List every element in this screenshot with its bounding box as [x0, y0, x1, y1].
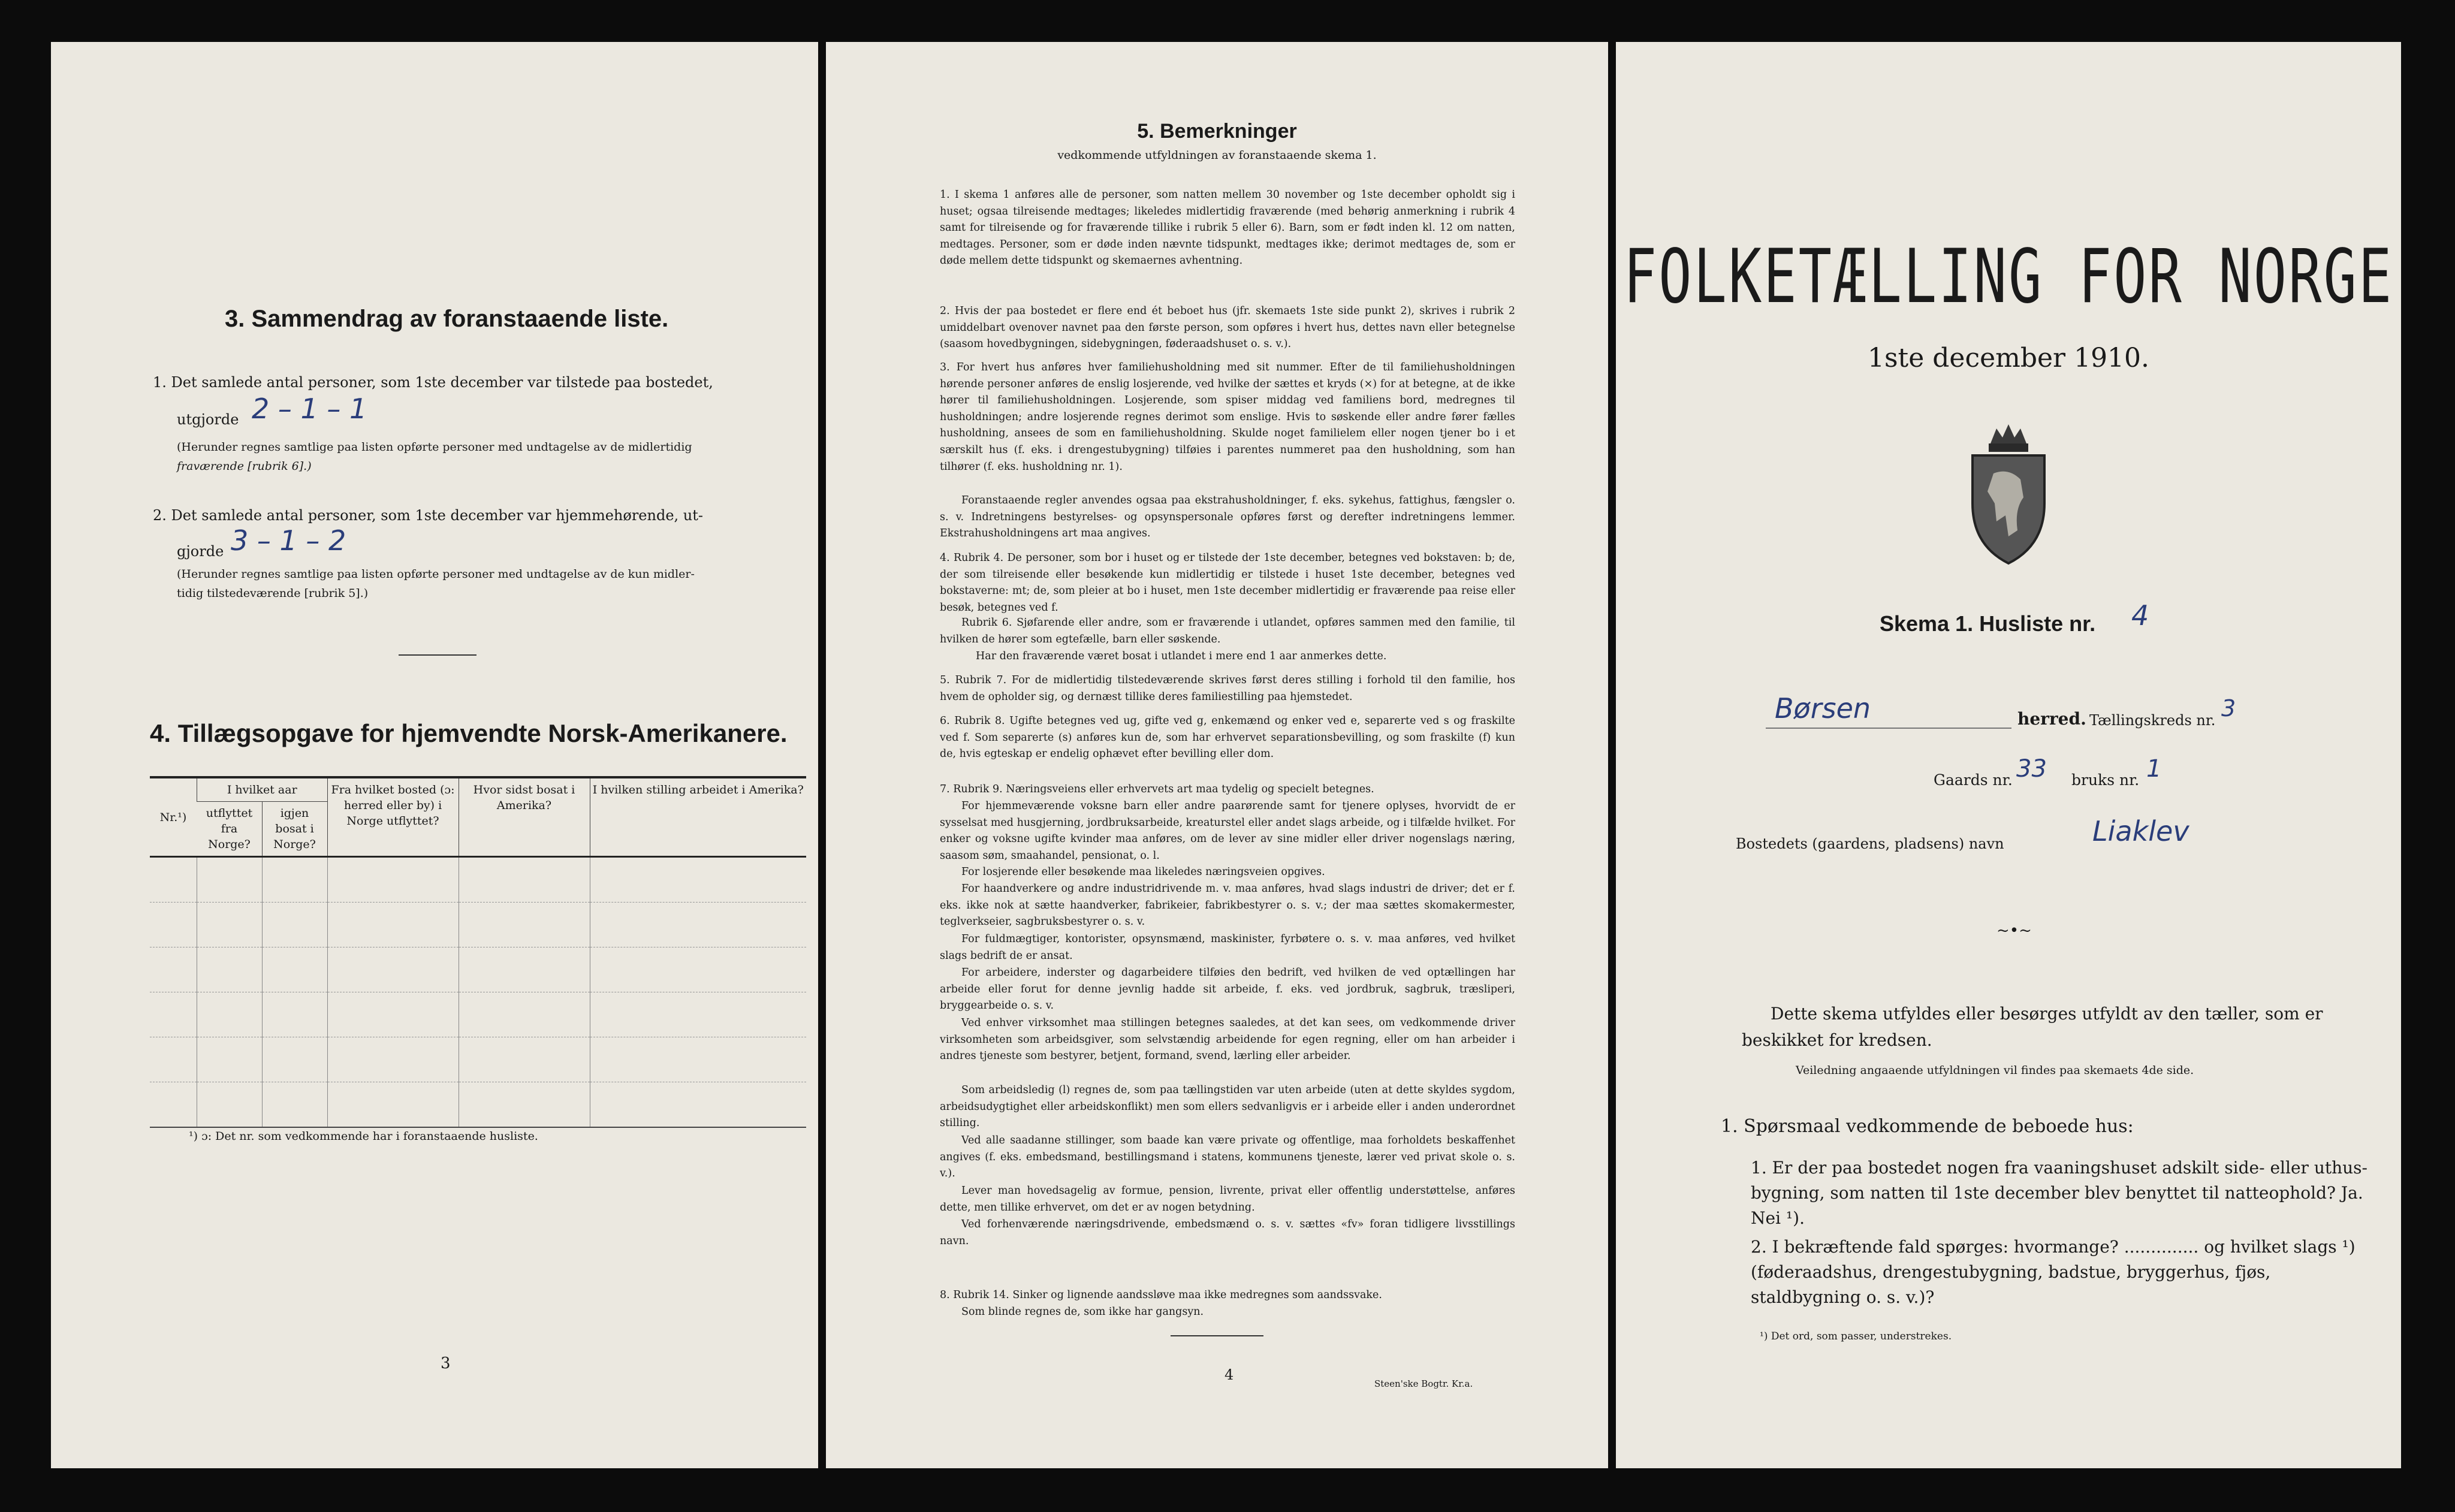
s3-item-2-note: (Herunder regnes samtlige paa listen opførte personer med undtagelse av de kun midler-: [177, 568, 695, 581]
remark-7: 7. Rubrik 9. Næringsveiens eller erhvervets art maa tydelig og specielt betegnes.: [940, 783, 1374, 795]
page-number-left: 3: [441, 1354, 451, 1372]
remark-1: 1. I skema 1 anføres alle de personer, som natten mellem 30 november og 1ste december opholdt sig i huset; ogsaa tilreisende medtages; likeledes midlertidig fraværende (med behørig anmerkning i rubrik 4 samt for tilreisende og for fraværende tillike i rubrik 5 eller 6). Barn, som er født inden kl. 12 om natten, medtages. Personer, som er døde inden nævnte tidspunkt, medtages ikke; derimot medtages de, som er døde mellem dette tidspunkt og skemaernes avhentning.: [940, 189, 1515, 267]
gaards-label: Gaards nr.: [1934, 771, 2013, 789]
remark-3b: Foranstaaende regler anvendes ogsaa paa ekstrahusholdninger, f. eks. sykehus, fattighus, fængsler o. s. v. Indretningens bestyrelses- og opsynspersonale opføres først og derefter indretningens lemmer. Ekstrahusholdningens art maa angives.: [940, 494, 1515, 540]
remark-2: 2. Hvis der paa bostedet er flere end ét beboet hus (jfr. skemaets 1ste side punkt 2), skrives i rubrik 2 umiddelbart ovenover navnet paa den første person, som opføres i hvert hus, dettes navn eller betegnelse (saasom hovedbygningen, sidebygningen, føderaadshuset o. s. v.).: [940, 305, 1515, 351]
col-returned: igjen bosat i Norge?: [262, 802, 327, 857]
s3-item-2-handwritten: 3 – 1 – 2: [231, 524, 346, 557]
col-group-year: I hvilket aar: [197, 777, 328, 802]
remark-7a: For hjemmeværende voksne barn eller andre paarørende samt for tjenere oplyses, hvorvidt de er sysselsat med husgjerning, jordbruksarbeide, kreaturstel eller andet slags arbeide, og i tilfælde hvilket. For enker og voksne ugifte kvinder maa anføres, om de lever av sine midler eller driver nogenslags næring, saasom søm, smaahandel, pensionat, o. l.: [940, 800, 1515, 862]
col-from: Fra hvilket bosted (ɔ: herred eller by) i Norge utflyttet?: [327, 777, 459, 857]
divider: [399, 654, 476, 656]
section-3-title: 3. Sammendrag av foranstaaende liste.: [225, 306, 669, 332]
bruks-handwritten: 1: [2146, 755, 2162, 783]
right-footnote: ¹) Det ord, som passer, understrekes.: [1760, 1330, 1952, 1342]
s3-item-1-label: utgjorde: [177, 411, 239, 428]
remark-7c: For haandverkere og andre industridrivende m. v. maa anføres, hvad slags industri de driver; det er f. eks. ikke nok at sætte haandverker, fabrikeier, fabrikbestyrer o. s. v.; der maa sættes skomakermester, teglverkseier, sagbruksbestyrer o. s. v.: [940, 883, 1515, 928]
remark-7i: Lever man hovedsagelig av formue, pension, livrente, privat eller offentlig understøttelse, anføres dette, men tillike erhvervet, om det er av nogen betydning.: [940, 1185, 1515, 1214]
table-row: [150, 947, 806, 992]
dotted-line: [1766, 728, 2011, 729]
kreds-label: Tællingskreds nr.: [2089, 712, 2216, 729]
remark-4c: Har den fraværende været bosat i utlandet i mere end 1 aar anmerkes dette.: [976, 650, 1387, 662]
s3-item-2-text: 2. Det samlede antal personer, som 1ste december var hjemmehørende, ut-: [153, 507, 703, 524]
herred-handwritten: Børsen: [1775, 692, 1871, 725]
remark-7j: Ved forhenværende næringsdrivende, embedsmænd o. s. v. sættes «fv» foran tidligere livsstillings navn.: [940, 1218, 1515, 1247]
question-heading: 1. Spørsmaal vedkommende de beboede hus:: [1721, 1116, 2134, 1137]
census-title: FOLKETÆLLING FOR NORGE: [1623, 233, 2394, 320]
remark-8b: Som blinde regnes de, som ikke har gangsyn.: [961, 1306, 1204, 1318]
remarks-title: 5. Bemerkninger: [1137, 120, 1297, 143]
question-1: 1. Er der paa bostedet nogen fra vaaningshuset adskilt side- eller uthus-bygning, som natten til 1ste december blev benyttet til natteophold? Ja. Nei ¹).: [1751, 1158, 2367, 1228]
s3-item-1-handwritten: 2 – 1 – 1: [252, 393, 367, 425]
kreds-handwritten: 3: [2221, 695, 2236, 722]
table-footnote: ¹) ɔ: Det nr. som vedkommende har i foranstaaende husliste.: [189, 1130, 538, 1143]
page-left: [51, 42, 818, 1468]
remarks-subtitle: vedkommende utfyldningen av foranstaaende skema 1.: [1057, 149, 1377, 162]
remark-7d: For fuldmægtiger, kontorister, opsynsmænd, maskinister, fyrbøtere o. s. v. maa anføres, ved hvilket slags bedrift de er ansat.: [940, 933, 1515, 962]
remark-7b: For losjerende eller besøkende maa likeledes næringsveien opgives.: [961, 866, 1325, 878]
section-4-title: 4. Tillægsopgave for hjemvendte Norsk-Amerikanere.: [150, 719, 788, 747]
remark-7g: Som arbeidsledig (l) regnes de, som paa tællingstiden var uten arbeide (uten at dette skyldes sygdom, arbeidsudygtighet eller arbeidskonflikt) men som ellers sedvanligvis er i arbeide eller i anden underordnet stilling.: [940, 1084, 1515, 1130]
s3-item-2-note-2: tidig tilstedeværende [rubrik 5].): [177, 587, 369, 600]
remark-7e: For arbeidere, inderster og dagarbeidere tilføies den bedrift, ved hvilken de ved optællingen har arbeide eller forut for denne jevnlig hadde sit arbeide, f. eks. ved jordbruk, sagbruk, træsliperi, bryggearbeide o. s. v.: [940, 967, 1515, 1012]
page-number-middle: 4: [1225, 1366, 1234, 1383]
remark-4: 4. Rubrik 4. De personer, som bor i huset og er tilstede der 1ste december, betegnes ved bokstaven: b; de, der som tilreisende eller besøkende kun midlertidig er tilstede i huset 1ste december, betegnes ved bokstaverne: mt; de, som pleier at bo i huset, men 1ste december midlertidig er fraværende paa reise eller besøk, betegnes ved f.: [940, 552, 1515, 614]
husliste-nr-handwritten: 4: [2131, 599, 2149, 632]
s3-item-1-text: 1. Det samlede antal personer, som 1ste december var tilstede paa bostedet,: [153, 374, 713, 391]
s3-item-1-note-2: fraværende [rubrik 6].): [177, 460, 312, 473]
remark-7h: Ved alle saadanne stillinger, som baade kan være private og offentlige, maa forholdets beskaffenhet angives (f. eks. embedsmand, bestillingsmand i statens, kommunens tjeneste, lærer ved privat skole o. s. v.).: [940, 1134, 1515, 1180]
divider: [1171, 1335, 1263, 1336]
table-row: [150, 1082, 806, 1128]
ornament-icon: ~•~: [1996, 922, 2032, 940]
table-row: [150, 1037, 806, 1082]
table-row: [150, 857, 806, 903]
col-america-occupation: I hvilken stilling arbeidet i Amerika?: [590, 777, 806, 857]
remark-3: 3. For hvert hus anføres hver familiehusholdning med sit nummer. Efter de til familiehusholdningen hørende personer anføres de enslig losjerende, ved hvilke der sættes et kryds (×) for at betegne, at de ikke hører til familiehusholdningen. Losjerende, som spiser middag ved familiens bord, medregnes til husholdningen; andre losjerende regnes derimot som enslige. Hvis to søskende eller andre fører fælles husholdning, ansees de som en familiehusholdning. Skulde noget familielem eller nogen tjener bo i et særskilt hus (f. eks. i drengestubygning) tilføies i parentes nummeret paa den husholdning, som han tilhører (f. eks. husholdning nr. 1).: [940, 361, 1515, 473]
s3-item-2-label: gjorde: [177, 543, 224, 560]
bosted-label: Bostedets (gaardens, pladsens) navn: [1736, 835, 2004, 852]
remark-4b: Rubrik 6. Sjøfarende eller andre, som er fraværende i utlandet, opføres sammen med den familie, til hvilken de hører som egtefælle, barn eller søskende.: [940, 617, 1515, 645]
bosted-handwritten: Liaklev: [2092, 815, 2189, 847]
remark-5: 5. Rubrik 7. For de midlertidig tilstedeværende skrives først deres stilling i forhold til den familie, hos hvem de opholder sig, og dernæst tillike deres familiestilling paa hjemstedet.: [940, 674, 1515, 703]
norsk-amerikanere-table: [150, 776, 806, 1128]
remark-6: 6. Rubrik 8. Ugifte betegnes ved ug, gifte ved g, enkemænd og enker ved e, separerte ved s og fraskilte ved f. Som separerte (s) anføres kun de, som har erhvervet separationsbevilling, og som fraskilte (f) kun de, hvis egteskap er endelig ophævet efter bevilling eller dom.: [940, 715, 1515, 760]
table-row: [150, 903, 806, 947]
herred-label: herred.: [2017, 709, 2086, 729]
col-nr: Nr.¹): [159, 810, 187, 824]
coat-of-arms-icon: [1958, 420, 2059, 569]
question-2: 2. I bekræftende fald spørges: hvormange? .............. og hvilket slags ¹) (føderaadshus, drengestubygning, badstue, bryggerhus, fjøs, staldbygning o. s. v.)?: [1751, 1237, 2356, 1307]
bruks-label: bruks nr.: [2071, 771, 2140, 789]
remark-8: 8. Rubrik 14. Sinker og lignende aandssløve maa ikke medregnes som aandssvake.: [940, 1289, 1382, 1301]
col-emigrated: utflyttet fra Norge?: [206, 807, 253, 851]
remark-7f: Ved enhver virksomhet maa stillingen betegnes saaledes, at det kan sees, om vedkommende driver virksomheten som arbeidsgiver, som selvstændig arbeidende for egen regning, eller om han arbeider i andres tjeneste som bestyrer, betjent, formand, svend, lærling eller arbeider.: [940, 1017, 1515, 1063]
census-date: 1ste december 1910.: [1867, 343, 2150, 373]
intro-note: Veiledning angaaende utfyldningen vil findes paa skemaets 4de side.: [1796, 1064, 2194, 1077]
table-row: [150, 992, 806, 1037]
s3-item-1-note: (Herunder regnes samtlige paa listen opførte personer med undtagelse av de midlertidig: [177, 440, 692, 454]
page-right: [1616, 42, 2401, 1468]
skema-label: Skema 1. Husliste nr.: [1880, 611, 2096, 636]
page-middle: [826, 42, 1608, 1468]
col-america-residence: Hvor sidst bosat i Amerika?: [459, 777, 590, 857]
gaards-handwritten: 33: [2016, 755, 2047, 783]
intro-text: Dette skema utfyldes eller besørges utfyldt av den tæller, som er beskikket for kredsen.: [1742, 1004, 2323, 1050]
printer-imprint: Steen'ske Bogtr. Kr.a.: [1374, 1378, 1473, 1389]
